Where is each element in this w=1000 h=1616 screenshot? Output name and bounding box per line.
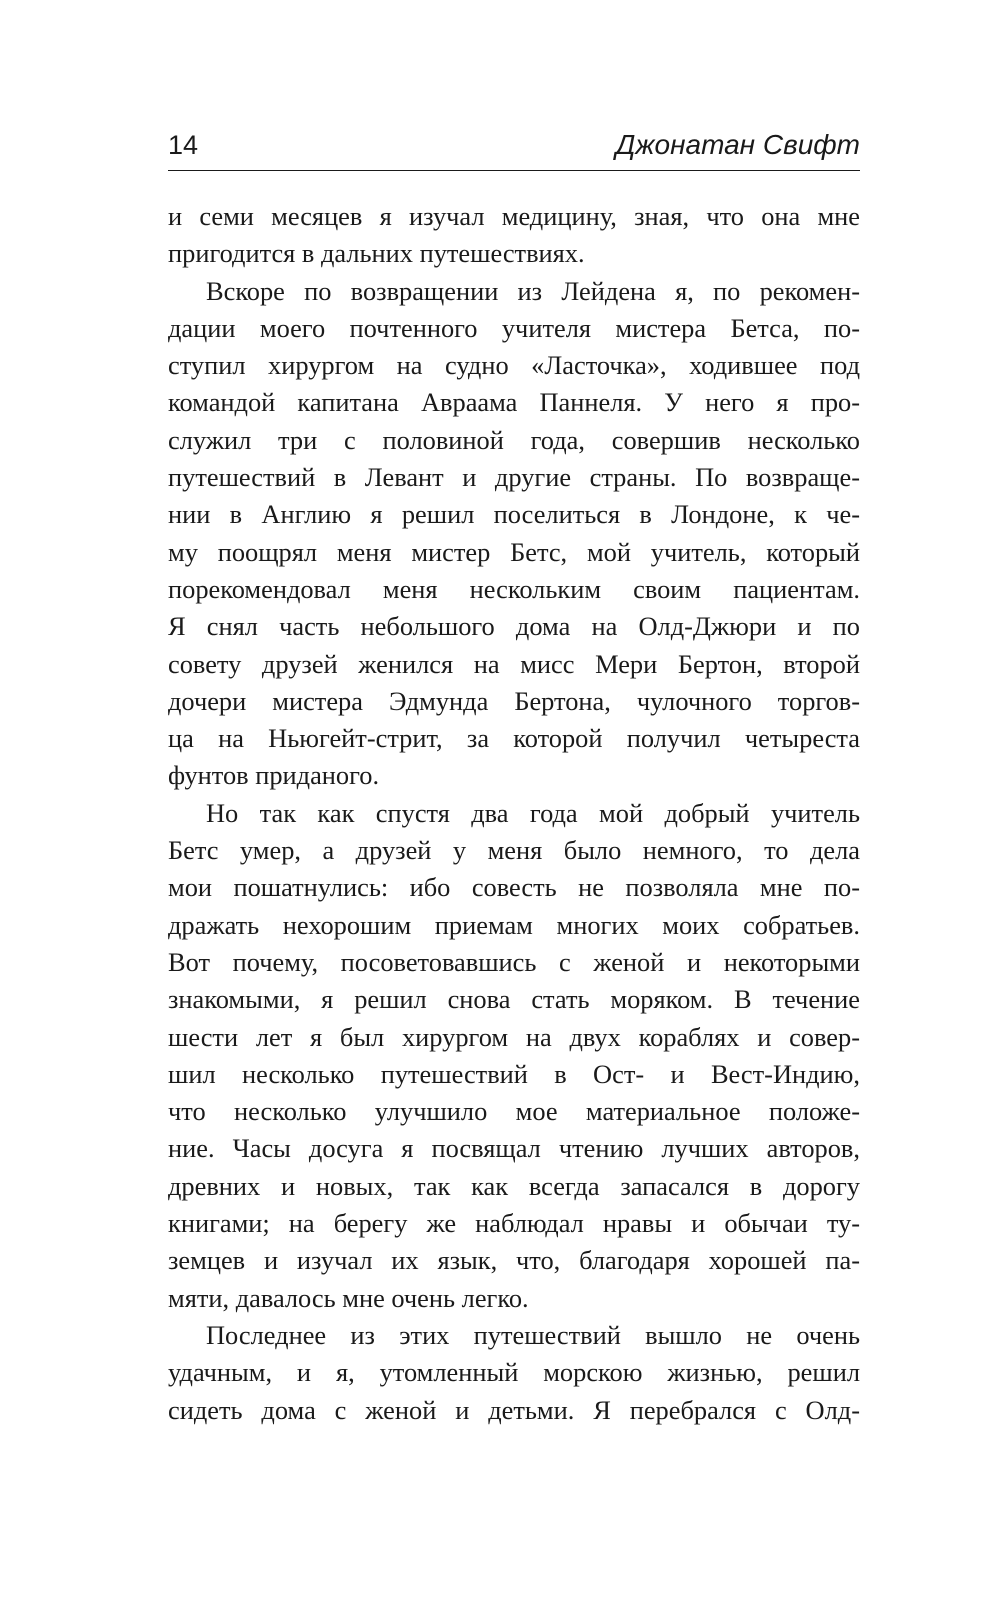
text-line: шил несколько путешествий в Ост- и Вест-Индию,: [168, 1058, 860, 1089]
text-line: шести лет я был хирургом на двух кораблях и совер-: [168, 1021, 860, 1052]
text-line: порекомендовал меня нескольким своим пациентам.: [168, 573, 860, 604]
running-head: [168, 124, 860, 171]
text-line: мои пошатнулись: ибо совесть не позволяла мне по-: [168, 872, 860, 903]
text-line: Я снял часть небольшого дома на Олд-Джюри и по: [168, 611, 860, 642]
text-line: земцев и изучал их язык, что, благодаря хорошей па-: [168, 1245, 860, 1276]
text-line: сидеть дома с женой и детьми. Я перебрался с Олд-: [168, 1394, 860, 1425]
text-line: ца на Ньюгейт-стрит, за которой получил четыреста: [168, 723, 860, 754]
body-text: [168, 198, 860, 1429]
text-line: путешествий в Левант и другие страны. По возвраще-: [168, 462, 860, 493]
text-line: совету друзей женился на мисс Мери Бертон, второй: [168, 648, 860, 679]
text-line: и семи месяцев я изучал медицину, зная, что она мне: [168, 201, 860, 231]
page-number: 14: [168, 130, 199, 160]
text-line: Вот почему, посоветовавшись с женой и некоторыми: [168, 946, 860, 977]
text-line: Но так как спустя два года мой добрый учитель: [206, 797, 860, 828]
text-line: служил три с половиной года, совершив несколько: [168, 424, 860, 455]
text-line: Вскоре по возвращении из Лейдена я, по рекомен-: [206, 275, 860, 306]
text-line: фунтов приданого.: [168, 760, 380, 791]
text-line: удачным, и я, утомленный морскою жизнью, решил: [168, 1357, 860, 1388]
text-line: му поощрял меня мистер Бетс, мой учитель, который: [168, 536, 860, 567]
text-line: командой капитана Авраама Паннеля. У него я про-: [168, 387, 860, 418]
text-line: древних и новых, так как всегда запасался в дорогу: [168, 1170, 860, 1201]
text-line: Последнее из этих путешествий вышло не очень: [206, 1319, 860, 1350]
text-line: дражать нехорошим приемам многих моих собратьев.: [168, 909, 860, 940]
text-line: нии в Англию я решил поселиться в Лондоне, к че-: [168, 499, 860, 530]
text-line: ступил хирургом на судно «Ласточка», ходившее под: [168, 350, 860, 381]
text-line: знакомыми, я решил снова стать моряком. В течение: [168, 984, 860, 1015]
text-line: пригодится в дальних путешествиях.: [168, 238, 585, 269]
text-line: книгами; на берегу же наблюдал нравы и обычаи ту-: [168, 1208, 860, 1239]
running-title: Джонатан Свифт: [615, 129, 860, 160]
text-line: дочери мистера Эдмунда Бертона, чулочного торгов-: [168, 685, 860, 716]
text-line: Бетс умер, а друзей у меня было немного, то дела: [168, 835, 860, 866]
text-line: что несколько улучшило мое материальное положе-: [168, 1096, 860, 1127]
text-line: мяти, давалось мне очень легко.: [168, 1282, 529, 1313]
text-line: дации моего почтенного учителя мистера Бетса, по-: [168, 312, 860, 343]
text-line: ние. Часы досуга я посвящал чтению лучших авторов,: [168, 1133, 860, 1164]
